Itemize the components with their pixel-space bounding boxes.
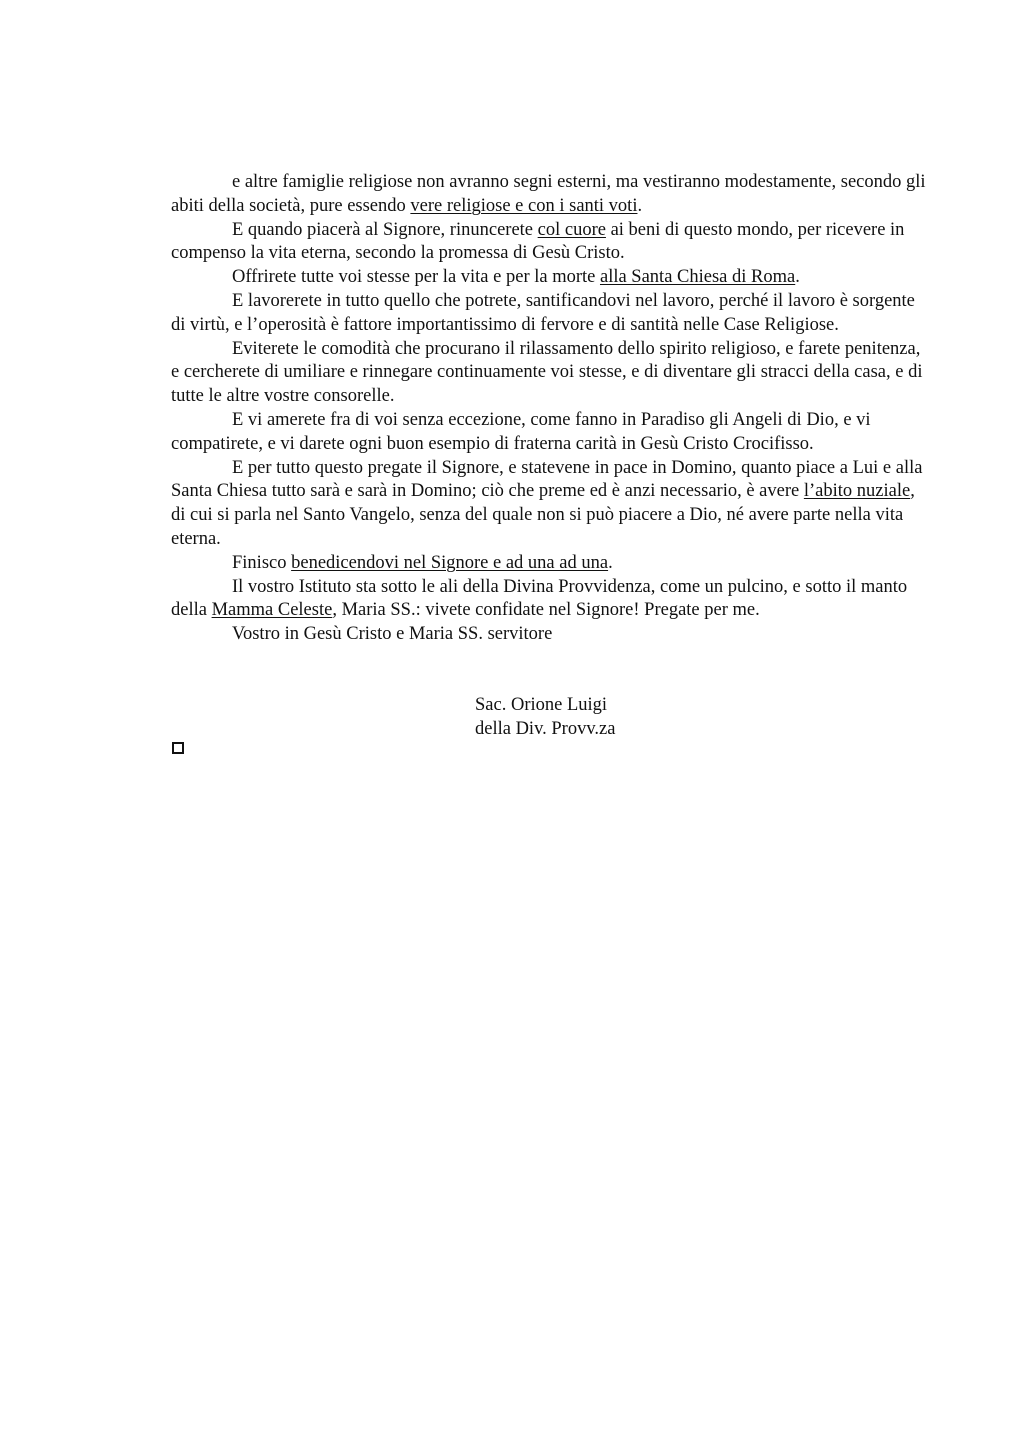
paragraph-text: ai beni di questo mondo, per ricevere in compenso la vita eterna, secondo la promessa di Gesù Cristo. bbox=[171, 219, 905, 264]
paragraph-text: E vi amerete fra di voi senza eccezione, come fanno in Paradiso gli Angeli di Dio, e vi compatirete, e vi darete ogni buon esempio di fraterna carità in Gesù Cristo Crocifisso. bbox=[171, 409, 871, 454]
underlined-text: Mamma Celeste bbox=[211, 600, 333, 621]
paragraph-text: . bbox=[637, 195, 643, 216]
paragraph-text: E lavorerete in tutto quello che potrete, santificandovi nel lavoro, perché il lavoro è sorgente di virtù, e l’operosità è fattore importantissimo di fervore e di santità nelle Case Religiose. bbox=[171, 290, 915, 335]
letter-paragraph bbox=[171, 290, 931, 338]
letter-paragraph bbox=[171, 266, 931, 290]
letter-paragraph bbox=[171, 171, 931, 219]
paragraph-text: E per tutto questo pregate il Signore, e statevene in pace in Domino, quanto piace a Lui e alla Santa Chiesa tutto sarà e sarà in Domino; ciò che preme ed è anzi necessario, è avere bbox=[171, 457, 923, 502]
letter-paragraph bbox=[171, 409, 931, 457]
letter-paragraph bbox=[171, 457, 931, 552]
paragraph-text: e altre famiglie religiose non avranno segni esterni, ma vestiranno modestamente, secondo gli abiti della società, pure essendo bbox=[171, 172, 926, 216]
letter-body bbox=[171, 171, 931, 647]
paragraph-text: Eviterete le comodità che procurano il rilassamento dello spirito religioso, e farete penitenza, e cercherete di umiliare e rinnegare continuamente voi stesse, e di diventare gli stracci della casa, e di tutte le altre vostre consorelle. bbox=[171, 338, 923, 407]
underlined-text: l’abito nuziale bbox=[803, 481, 911, 502]
letter-paragraph bbox=[171, 338, 931, 409]
letter-paragraph bbox=[171, 623, 931, 647]
letter-paragraph bbox=[171, 219, 931, 267]
paragraph-text: , Maria SS.: vivete confidate nel Signore! Pregate per me. bbox=[332, 600, 760, 621]
paragraph-text: E quando piacerà al Signore, rinuncerete bbox=[232, 219, 538, 240]
paragraph-text: . bbox=[608, 552, 613, 573]
underlined-text: col cuore bbox=[537, 219, 606, 240]
letter-paragraph bbox=[171, 576, 931, 624]
paragraph-text: . bbox=[795, 267, 800, 288]
paragraph-text: Offrirete tutte voi stesse per la vita e per la morte bbox=[232, 267, 600, 288]
paragraph-text: , di cui si parla nel Santo Vangelo, senza del quale non si può piacere a Dio, né avere parte nella vita eterna. bbox=[171, 481, 915, 549]
signature-title: della Div. Provv.za bbox=[475, 719, 616, 739]
signature-name: Sac. Orione Luigi bbox=[475, 695, 608, 715]
end-of-document-box-icon bbox=[172, 742, 184, 754]
letter-paragraph bbox=[171, 552, 931, 576]
paragraph-text: Finisco bbox=[232, 552, 292, 573]
paragraph-text: Il vostro Istituto sta sotto le ali della Divina Provvidenza, come un pulcino, e sotto il manto della bbox=[171, 576, 908, 621]
underlined-text: benedicendovi nel Signore e ad una ad una bbox=[291, 552, 609, 573]
underlined-text: vere religiose e con i santi voti bbox=[410, 195, 638, 216]
signature-block bbox=[475, 693, 615, 741]
underlined-text: alla Santa Chiesa di Roma bbox=[599, 267, 796, 288]
paragraph-text: Vostro in Gesù Cristo e Maria SS. servitore bbox=[232, 624, 553, 645]
